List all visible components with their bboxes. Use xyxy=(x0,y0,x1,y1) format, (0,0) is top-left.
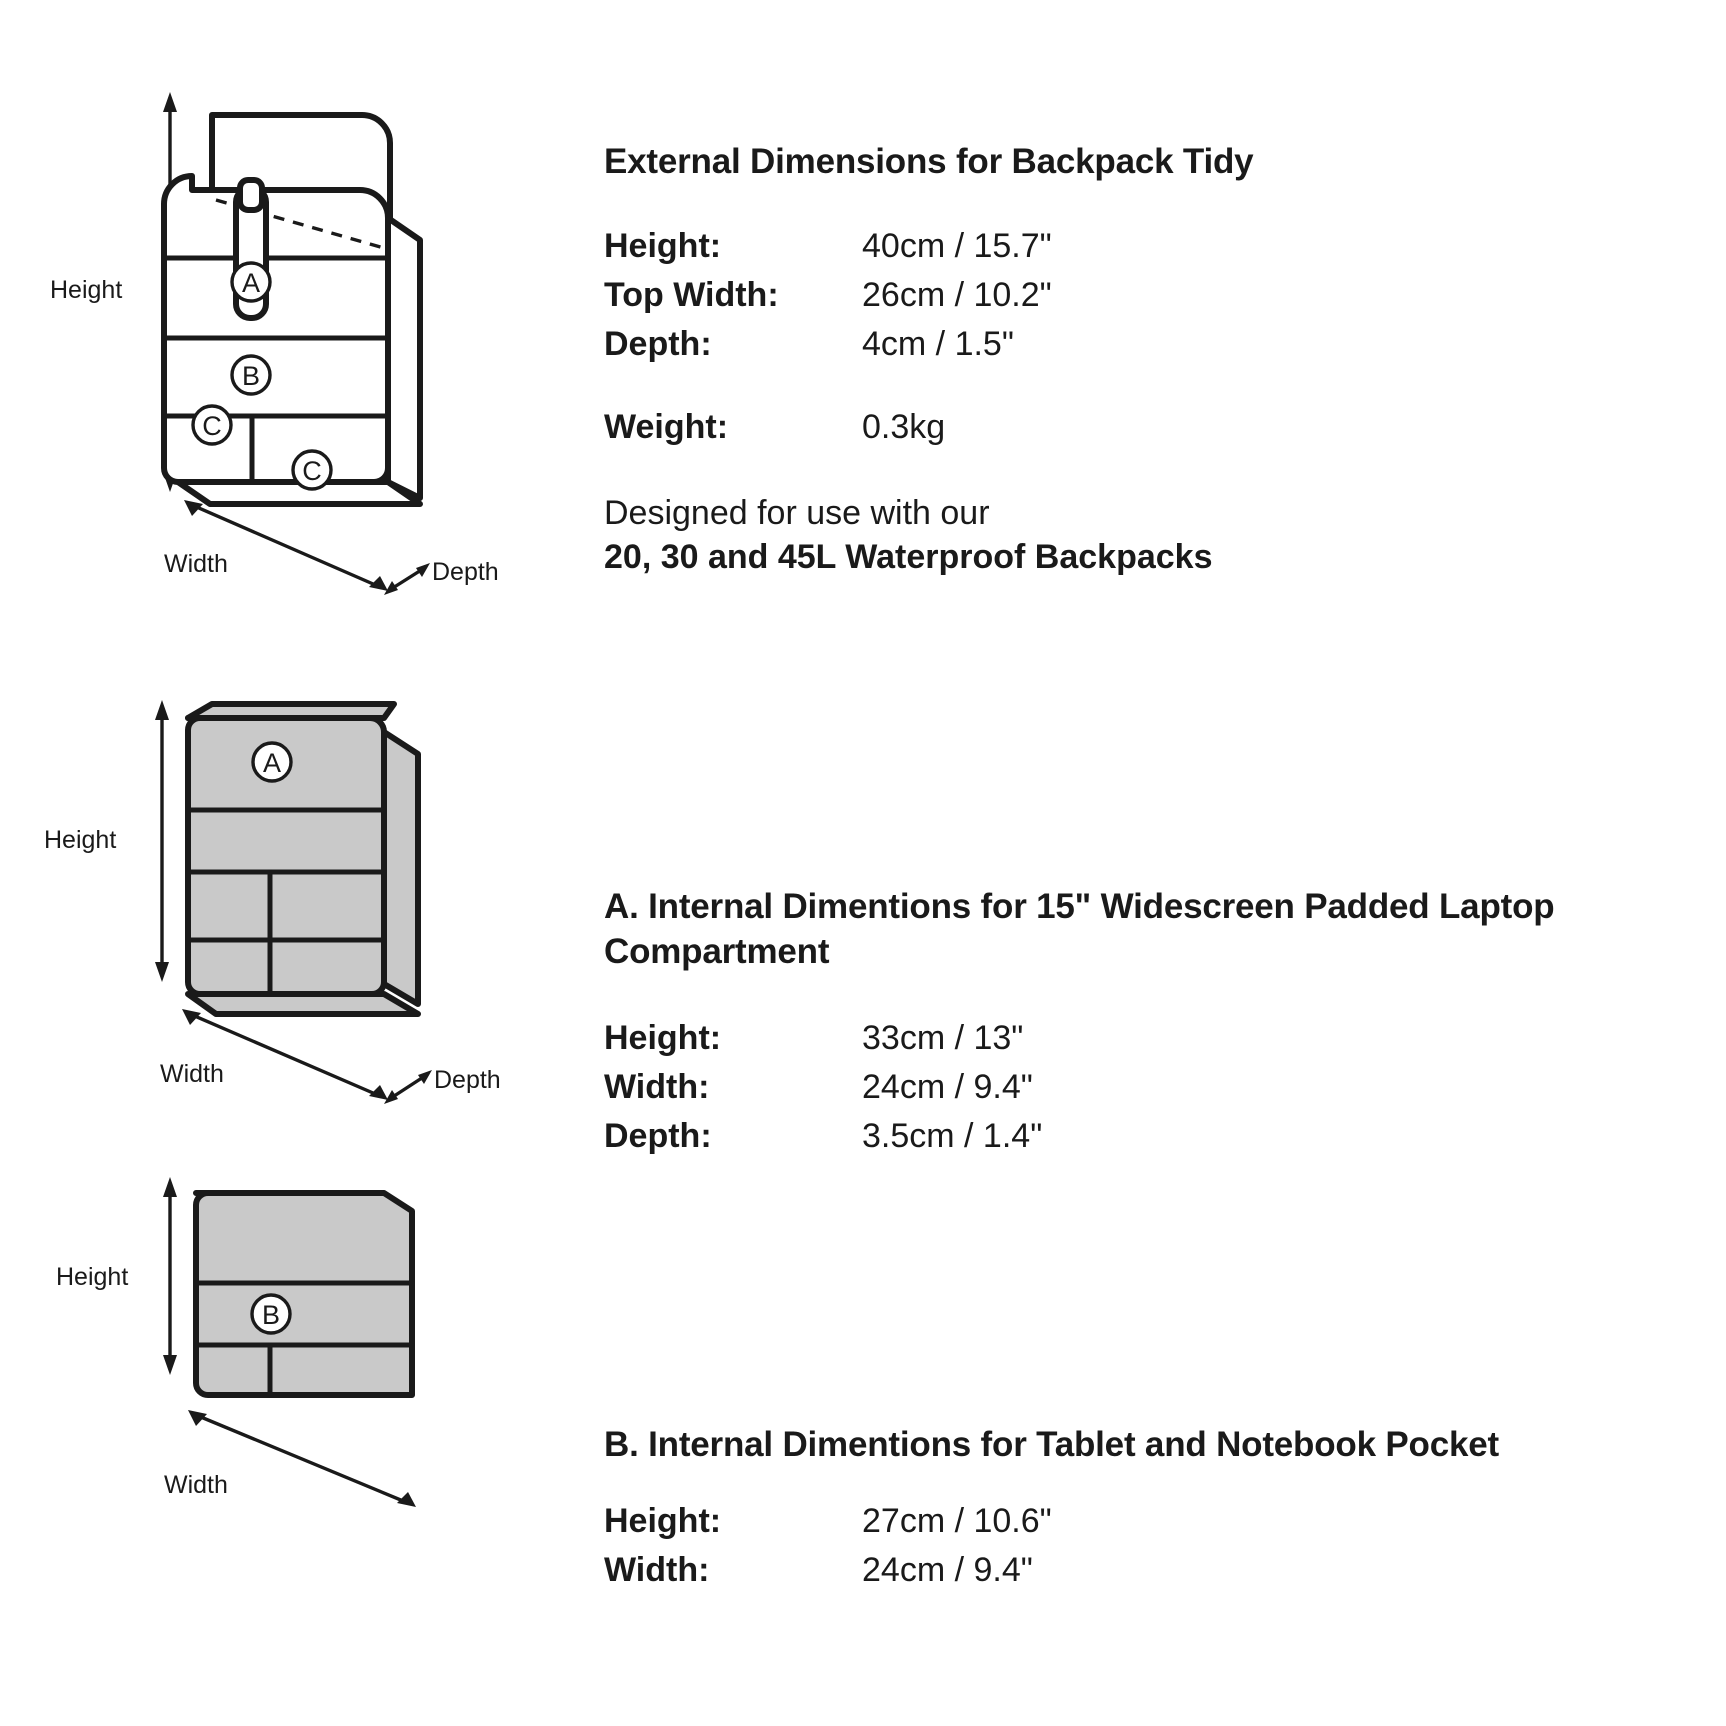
spec-label: Depth: xyxy=(604,1116,712,1155)
compartment-a-side xyxy=(384,732,418,1004)
depth-dimension-arrow xyxy=(384,563,430,595)
section-a-heading: A. Internal Dimentions for 15" Widescreen Padded Laptop Compartment xyxy=(604,887,1555,971)
spec-row xyxy=(604,1117,1664,1156)
compartment-a-bottom xyxy=(188,994,418,1014)
external-dimensions-section xyxy=(604,140,1664,579)
badge-a-external xyxy=(232,263,270,301)
spec-label: Top Width: xyxy=(604,275,779,314)
buckle-clip xyxy=(240,180,262,210)
spec-label: Height: xyxy=(604,1018,722,1057)
depth-label-external: Depth xyxy=(432,558,499,586)
spec-value: 24cm / 9.4" xyxy=(862,1550,1033,1589)
height-label-b: Height xyxy=(56,1263,129,1291)
spec-label: Width: xyxy=(604,1550,710,1589)
width-label-a: Width xyxy=(160,1060,224,1088)
height-label-external: Height xyxy=(50,276,123,304)
compartment-a-top xyxy=(188,704,394,718)
compatibility-note-line1: Designed for use with our xyxy=(604,493,990,532)
svg-text:A: A xyxy=(262,748,282,778)
spec-row xyxy=(604,276,1664,315)
spec-row xyxy=(604,1551,1704,1590)
weight-label: Weight: xyxy=(604,407,729,446)
spec-label: Height: xyxy=(604,1501,722,1540)
svg-text:B: B xyxy=(261,1300,281,1330)
badge-c-external-right xyxy=(293,451,331,489)
spec-row xyxy=(604,1068,1664,1107)
width-label-external: Width xyxy=(164,550,228,578)
depth-dimension-arrow-a xyxy=(384,1070,432,1104)
spec-row xyxy=(604,1502,1704,1541)
spec-value: 40cm / 15.7" xyxy=(862,226,1052,265)
weight-value: 0.3kg xyxy=(862,407,946,446)
svg-text:C: C xyxy=(302,456,322,486)
section-b-heading: B. Internal Dimentions for Tablet and Notebook Pocket xyxy=(604,1425,1499,1464)
height-dimension-arrow-b xyxy=(163,1177,177,1375)
spec-value: 33cm / 13" xyxy=(862,1018,1024,1057)
badge-b-external xyxy=(232,356,270,394)
spacer xyxy=(604,457,1664,491)
badge-c-external-left xyxy=(193,406,231,444)
external-heading: External Dimensions for Backpack Tidy xyxy=(604,142,1254,181)
height-label-a: Height xyxy=(44,826,117,854)
spec-row xyxy=(604,1019,1664,1058)
svg-text:B: B xyxy=(241,361,261,391)
spec-label: Height: xyxy=(604,226,722,265)
height-dimension-arrow-a xyxy=(155,700,169,982)
spacer xyxy=(604,374,1664,408)
weight-row xyxy=(604,408,1664,447)
drawing-pocket-b xyxy=(40,1175,600,1595)
section-b-dimensions xyxy=(604,1423,1704,1600)
svg-text:A: A xyxy=(241,268,261,298)
bag-side-face xyxy=(388,218,420,498)
spec-label: Depth: xyxy=(604,324,712,363)
spec-row xyxy=(604,227,1664,266)
compatibility-note-line2: 20, 30 and 45L Waterproof Backpacks xyxy=(604,537,1213,576)
section-a-dimensions xyxy=(604,885,1664,1166)
badge-a-compartment xyxy=(253,743,291,781)
spec-label: Width: xyxy=(604,1067,710,1106)
width-label-b: Width xyxy=(164,1471,228,1499)
spec-value: 26cm / 10.2" xyxy=(862,275,1052,314)
spec-value: 27cm / 10.6" xyxy=(862,1501,1052,1540)
depth-label-a: Depth xyxy=(434,1066,501,1094)
spec-value: 3.5cm / 1.4" xyxy=(862,1116,1043,1155)
spec-value: 4cm / 1.5" xyxy=(862,324,1014,363)
spec-row xyxy=(604,325,1664,364)
pocket-b-front xyxy=(196,1193,412,1395)
spec-value: 24cm / 9.4" xyxy=(862,1067,1033,1106)
svg-text:C: C xyxy=(202,411,222,441)
badge-b-pocket xyxy=(252,1295,290,1333)
drawing-external-bag xyxy=(40,80,600,640)
drawing-compartment-a xyxy=(40,700,600,1180)
